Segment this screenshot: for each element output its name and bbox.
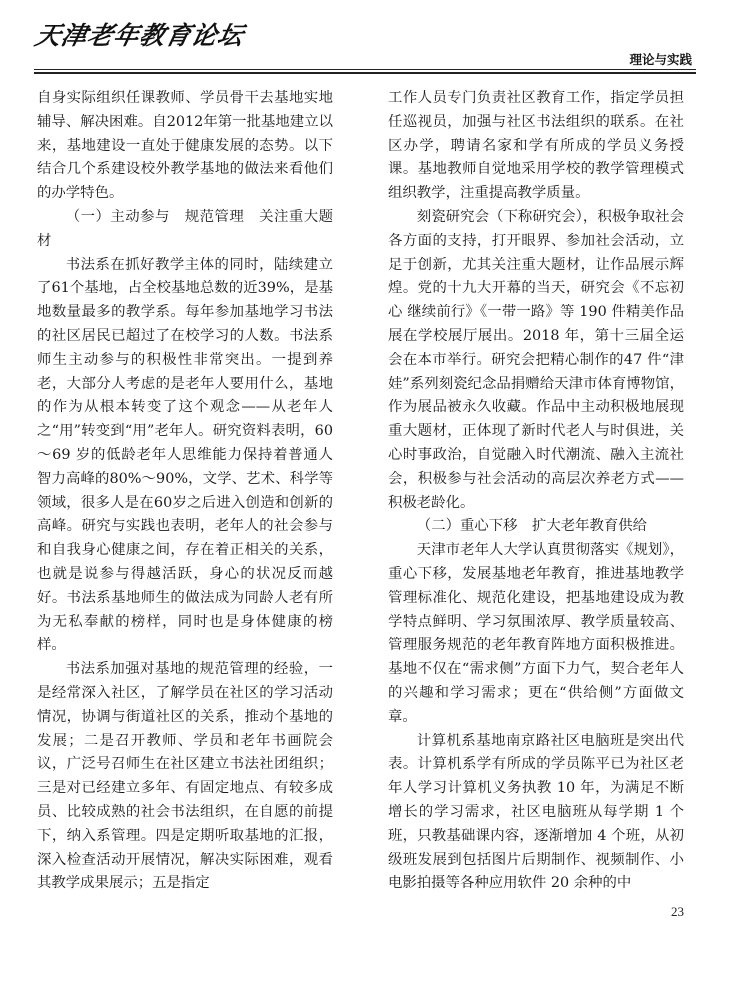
left-column [37, 87, 333, 896]
journal-logo: 天津老年教育论坛 [32, 21, 247, 50]
subsection-heading-1: （一）主动参与 规范管理 关注重大题材 [37, 208, 333, 249]
paragraph: 刻瓷研究会（下称研究会），积极争取社会各方面的支持，打开眼界、参加社会活动，立足于创新，尤其关注重大题材，让作品展示辉煌。党的十九大开幕的当天，研究会《不忘初心 继续前行》《一带一路》等 190 件精美作品展在学校展厅展出。2018 年，第十三届全运会在本市举行。研究会把精心制作的47 件“津娃”系列刻瓷纪念品捐赠给天津市体育博物馆，作为展品被永久收藏。作品中主动积极地展现重大题材，正体现了新时代老人与时俱进，关心时事政治，自觉融入时代潮流、融入主流社会，积极参与社会活动的高层次养老方式——积极老龄化。 [388, 208, 684, 511]
paragraph: 工作人员专门负责社区教育工作，指定学员担任巡视员，加强与社区书法组织的联系。在社区办学，聘请名家和学有所成的学员义务授课。基地教师自觉地采用学校的教学管理模式组织教学，注重提高教学质量。 [388, 90, 684, 202]
paragraph: 天津市老年人大学认真贯彻落实《规划》，重心下移，发展基地老年教育，推进基地教学管理标准化、规范化建设，把基地建设成为教学特点鲜明、学习氛围浓厚、教学质量较高、管理服务规范的老年教育阵地方面积极推进。基地不仅在“需求侧”方面下力气，契合老年人的兴趣和学习需求；更在“供给侧”方面做文章。 [388, 542, 684, 725]
page-header [34, 0, 696, 74]
paragraph: 书法系在抓好教学主体的同时，陆续建立了61个基地，占全校基地总数的近39%，是基地数量最多的教学系。每年参加基地学习书法的社区居民已超过了在校学习的人数。书法系师生主动参与的积极性非常突出。一提到养老，大部分人考虑的是老年人要用什么，基地的作为从根本转变了这个观念——从老年人之“用”转变到“用”老年人。研究资料表明，60～69 岁的低龄老年人思维能力保持着普通人智力高峰的80%～90%，文学、艺术、科学等领域，很多人是在60岁之后进入创造和创新的高峰。研究与实践也表明，老年人的社会参与和自我身心健康之间，存在着正相关的关系，也就是说参与得越活跃，身心的状况反而越好。书法系基地师生的做法成为同龄人老有所为无私奉献的榜样，同时也是身体健康的榜样。 [37, 256, 333, 654]
header-rule-thick [34, 72, 696, 74]
page-number: 23 [671, 904, 684, 919]
paragraph: 自身实际组织任课教师、学员骨干去基地实地辅导、解决困难。自2012年第一批基地建立以来，基地建设一直处于健康发展的态势。以下结合几个系建设校外教学基地的做法来看他们的办学特色。 [37, 90, 333, 202]
header-rule-thin [34, 69, 696, 70]
subsection-heading-2: （二）重心下移 扩大老年教育供给 [416, 518, 648, 535]
paragraph: 书法系加强对基地的规范管理的经验，一是经常深入社区，了解学员在社区的学习活动情况，协调与街道社区的关系，推动个基地的发展；二是召开教师、学员和老年书画院会议，广泛号召师生在社区建立书法社团组织；三是对已经建立多年、有固定地点、有较多成员、比较成熟的社会书法组织，在自愿的前提下，纳入系管理。四是定期听取基地的汇报，深入检查活动开展情况，解决实际困难，观看其教学成果展示；五是指定 [37, 661, 333, 892]
section-label: 理论与实践 [629, 52, 692, 67]
right-column [388, 87, 684, 896]
paragraph: 计算机系基地南京路社区电脑班是突出代表。计算机系学有所成的学员陈平已为社区老年人学习计算机义务执教 10 年，为满足不断增长的学习需求，社区电脑班从每学期 1 个班，只教基础课内容，逐渐增加 4 个班，从初级班发展到包括图片后期制作、视频制作、小电影拍摄等各种应用软件 20 余种的中 [388, 732, 684, 892]
